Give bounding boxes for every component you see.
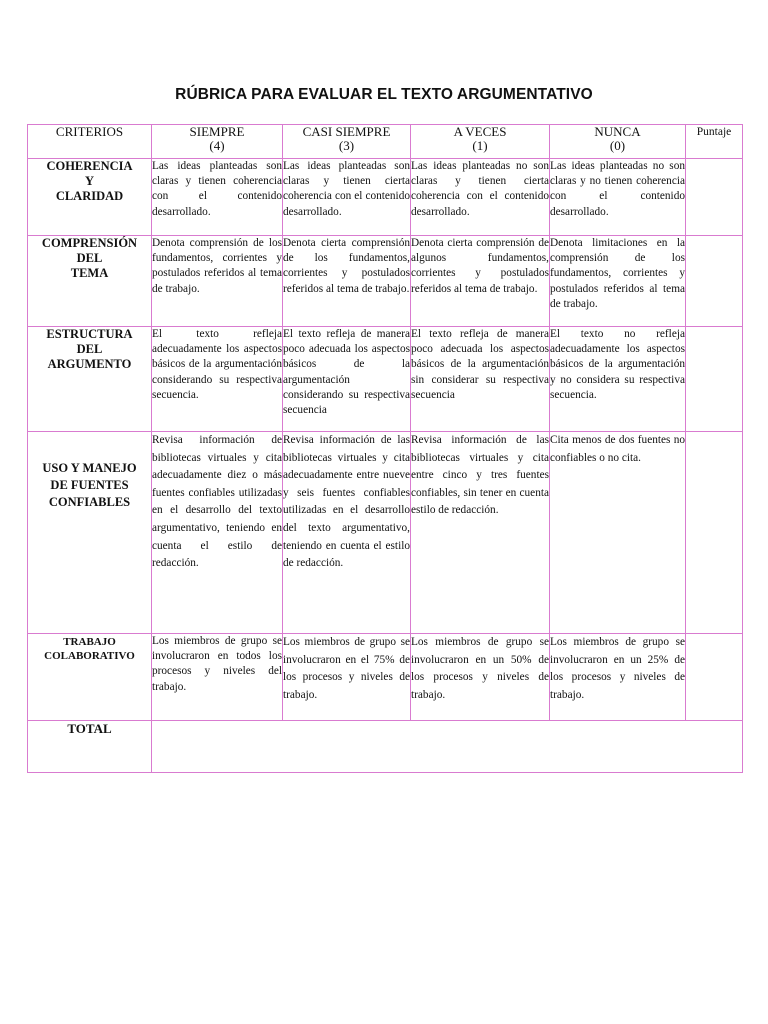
criterion-cell xyxy=(28,236,152,327)
criterion-line: COMPRENSIÓN xyxy=(41,236,138,250)
level-name: SIEMPRE xyxy=(189,124,245,139)
table-row-fuentes xyxy=(28,432,743,634)
level-score: (4) xyxy=(209,138,225,153)
level-score: (0) xyxy=(609,138,626,153)
criterion-line: ARGUMENTO xyxy=(47,357,132,371)
header-row xyxy=(28,125,743,159)
score-cell[interactable] xyxy=(686,327,743,432)
total-label: TOTAL xyxy=(28,721,152,773)
descriptor-cell: Revisa información de bibliotecas virtuales y cita adecuadamente diez o más fuentes confiables utilizadas en el desarrollo del texto argumentativo, teniendo en cuenta el estilo de redacción. xyxy=(152,432,283,634)
descriptor-cell: Los miembros de grupo se involucraron en un 50% de los procesos y niveles de trabajo. xyxy=(411,634,550,721)
criterion-line: COHERENCIA xyxy=(46,159,133,173)
table-row-estructura xyxy=(28,327,743,432)
descriptor-cell: Revisa información de las bibliotecas virtuales y cita adecuadamente entre nueve y seis fuentes confiables utilizadas en el desarrollo del texto argumentativo, teniendo en cuenta el estilo de redacción. xyxy=(283,432,411,634)
descriptor-cell: Las ideas planteadas no son claras y tienen cierta coherencia con el contenido desarrollado. xyxy=(411,159,550,236)
criterion-line: COLABORATIVO xyxy=(44,650,135,662)
criterion-line: DEL xyxy=(76,342,103,356)
score-cell[interactable] xyxy=(686,634,743,721)
criterion-line: DEL xyxy=(76,251,103,265)
rubric-table xyxy=(27,124,743,773)
descriptor-cell: Los miembros de grupo se involucraron en todos los procesos y niveles del trabajo. xyxy=(152,634,283,721)
descriptor-cell: Cita menos de dos fuentes no confiables o no cita. xyxy=(550,432,686,634)
descriptor-cell: Denota comprensión de los fundamentos, corrientes y postulados referidos al tema de trabajo. xyxy=(152,236,283,327)
descriptor-cell: Los miembros de grupo se involucraron en un 25% de los procesos y niveles de trabajo. xyxy=(550,634,686,721)
level-score: (3) xyxy=(338,138,355,153)
level-name: NUNCA xyxy=(594,124,641,139)
header-level-nunca xyxy=(550,125,686,159)
header-level-siempre xyxy=(152,125,283,159)
table-row-comprension xyxy=(28,236,743,327)
descriptor-cell: Denota limitaciones en la comprensión de los fundamentos, corrientes y postulados referidos al tema de trabajo. xyxy=(550,236,686,327)
score-cell[interactable] xyxy=(686,432,743,634)
descriptor-cell: Denota cierta comprensión de algunos fundamentos, corrientes y postulados referidos al tema de trabajo. xyxy=(411,236,550,327)
descriptor-cell: Revisa información de las bibliotecas virtuales y cita entre cinco y tres fuentes confiables, sin tener en cuenta estilo de redacción. xyxy=(411,432,550,634)
level-score: (1) xyxy=(472,138,488,153)
table-row-coherencia xyxy=(28,159,743,236)
descriptor-cell: Las ideas planteadas son claras y tienen cierta coherencia con el contenido desarrollado. xyxy=(283,159,411,236)
document-title: RÚBRICA PARA EVALUAR EL TEXTO ARGUMENTATIVO xyxy=(175,86,593,103)
descriptor-cell: Las ideas planteadas no son claras y no tienen coherencia con el contenido desarrollado. xyxy=(550,159,686,236)
criterion-cell xyxy=(28,327,152,432)
criterion-line: USO Y MANEJO xyxy=(42,461,137,475)
descriptor-cell: El texto refleja adecuadamente los aspectos básicos de la argumentación considerando su respectiva secuencia. xyxy=(152,327,283,432)
score-cell[interactable] xyxy=(686,159,743,236)
level-name: CASI SIEMPRE xyxy=(302,124,391,139)
criterion-cell xyxy=(28,432,152,634)
criterion-line: CONFIABLES xyxy=(48,495,131,509)
descriptor-cell: El texto refleja de manera poco adecuada los aspectos básicos de la argumentación considerando su respectiva secuencia xyxy=(283,327,411,432)
score-cell[interactable] xyxy=(686,236,743,327)
descriptor-cell: Denota cierta comprensión de los fundamentos, corrientes y postulados referidos al tema de trabajo. xyxy=(283,236,411,327)
criterion-line: Y xyxy=(84,174,95,188)
descriptor-cell: El texto no refleja adecuadamente los aspectos básicos de la argumentación y no considera su respectiva secuencia. xyxy=(550,327,686,432)
criterion-line: DE FUENTES xyxy=(50,478,129,492)
criterion-cell xyxy=(28,159,152,236)
table-row-colaborativo xyxy=(28,634,743,721)
total-value-cell[interactable] xyxy=(152,721,743,773)
header-criterios: CRITERIOS xyxy=(28,125,152,159)
criterion-cell xyxy=(28,634,152,721)
descriptor-cell: Las ideas planteadas son claras y tienen coherencia con el contenido desarrollado. xyxy=(152,159,283,236)
table-row-total xyxy=(28,721,743,773)
header-level-a-veces xyxy=(411,125,550,159)
criterion-line: ESTRUCTURA xyxy=(46,327,133,341)
level-name: A VECES xyxy=(453,124,507,139)
descriptor-cell: Los miembros de grupo se involucraron en el 75% de los procesos y niveles de trabajo. xyxy=(283,634,411,721)
criterion-line: TEMA xyxy=(70,266,109,280)
criterion-line: CLARIDAD xyxy=(55,189,124,203)
header-puntaje: Puntaje xyxy=(686,125,743,159)
criterion-line: TRABAJO xyxy=(63,636,116,648)
header-level-casi-siempre xyxy=(283,125,411,159)
descriptor-cell: El texto refleja de manera poco adecuada los aspectos básicos de la argumentación sin considerar su respectiva secuencia xyxy=(411,327,550,432)
